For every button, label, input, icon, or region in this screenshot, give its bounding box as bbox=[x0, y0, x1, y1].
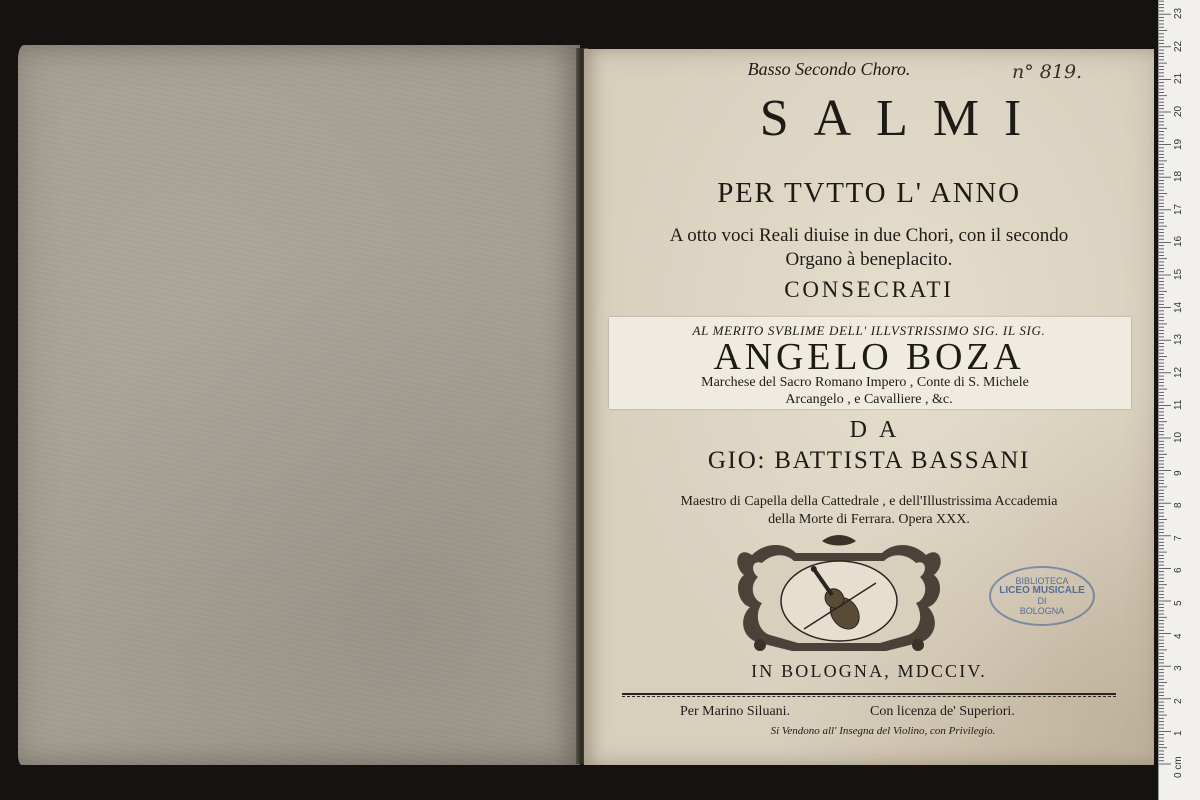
stamp-line-4: BOLOGNA bbox=[1019, 606, 1065, 616]
measurement-ruler bbox=[1158, 0, 1200, 800]
author-role-line-2: della Morte di Ferrara. Opera XXX. bbox=[768, 512, 970, 527]
author-name: GIO: BATTISTA BASSANI bbox=[707, 447, 1031, 474]
ruler-label: 1 bbox=[1173, 730, 1184, 737]
description-line-1: A otto voci Reali diuise in due Chori, con il secondo bbox=[669, 225, 1069, 246]
ruler-label: 19 bbox=[1173, 138, 1184, 150]
consecrati-label: CONSECRATI bbox=[784, 277, 954, 302]
title-page bbox=[584, 49, 1154, 765]
ruler-label: 13 bbox=[1173, 334, 1184, 346]
imprint-place-date: IN BOLOGNA, MDCCIV. bbox=[751, 661, 987, 681]
ruler-label: 2 bbox=[1173, 698, 1184, 704]
dedication-line: AL MERITO SVBLIME DELL' ILLVSTRISSIMO SIG. IL SIG. bbox=[692, 323, 1046, 338]
blank-flyleaf bbox=[18, 45, 580, 765]
ruler-label: 14 bbox=[1173, 301, 1184, 313]
ruler-label: 4 bbox=[1173, 633, 1184, 639]
stamp-line-2: LICEO MUSICALE bbox=[999, 585, 1085, 596]
ruler-label: 23 bbox=[1173, 8, 1184, 20]
description-line-2: Organo à beneplacito. bbox=[785, 249, 953, 270]
manuscript-shelfmark: n° 819. bbox=[1012, 61, 1083, 83]
stamp-line-1: BIBLIOTECA bbox=[1015, 576, 1069, 586]
imprint-rule bbox=[622, 693, 1116, 695]
shop-note: Si Vendono all' Insegna del Violino, con Privilegio. bbox=[770, 725, 996, 737]
author-role-line-1: Maestro di Capella della Cattedrale , e dell'Illustrissima Accademia bbox=[680, 494, 1058, 509]
dedicatee-name: ANGELO BOZA bbox=[713, 336, 1025, 378]
ruler-label: 11 bbox=[1173, 400, 1184, 411]
ruler-label: 22 bbox=[1173, 40, 1184, 52]
license-note: Con licenza de' Superiori. bbox=[870, 704, 1015, 719]
printer-device-emblem bbox=[732, 535, 946, 661]
voice-part-heading: Basso Secondo Choro. bbox=[747, 59, 911, 79]
work-title: SALMI bbox=[759, 90, 1047, 147]
ruler-label: 0 cm bbox=[1173, 756, 1184, 778]
ruler-label: 17 bbox=[1173, 203, 1184, 215]
stamp-line-3: DI bbox=[1037, 596, 1047, 606]
ruler-label: 18 bbox=[1173, 171, 1184, 183]
library-ownership-stamp bbox=[989, 566, 1095, 626]
work-subtitle: PER TVTTO L' ANNO bbox=[717, 177, 1021, 209]
dedicatee-title-line-1: Marchese del Sacro Romano Impero , Conte di S. Michele bbox=[701, 375, 1029, 390]
ruler-label: 10 bbox=[1173, 431, 1184, 443]
ruler-label: 12 bbox=[1173, 366, 1184, 378]
ruler-label: 20 bbox=[1173, 105, 1184, 117]
imprint-rule-dashed bbox=[622, 696, 1116, 697]
ruler-label: 6 bbox=[1173, 567, 1184, 574]
ruler-label: 9 bbox=[1173, 470, 1184, 476]
ruler-label: 16 bbox=[1173, 236, 1184, 248]
ruler-label: 3 bbox=[1173, 665, 1184, 672]
printer-name: Per Marino Siluani. bbox=[680, 704, 791, 719]
ruler-label: 8 bbox=[1173, 502, 1184, 509]
ruler-label: 15 bbox=[1173, 268, 1184, 280]
dedicatee-title-line-2: Arcangelo , e Cavalliere , &c. bbox=[785, 392, 953, 407]
ruler-label: 21 bbox=[1173, 73, 1184, 85]
da-label: DA bbox=[849, 417, 909, 443]
ruler-label: 7 bbox=[1173, 535, 1184, 541]
ruler-label: 5 bbox=[1173, 600, 1184, 606]
